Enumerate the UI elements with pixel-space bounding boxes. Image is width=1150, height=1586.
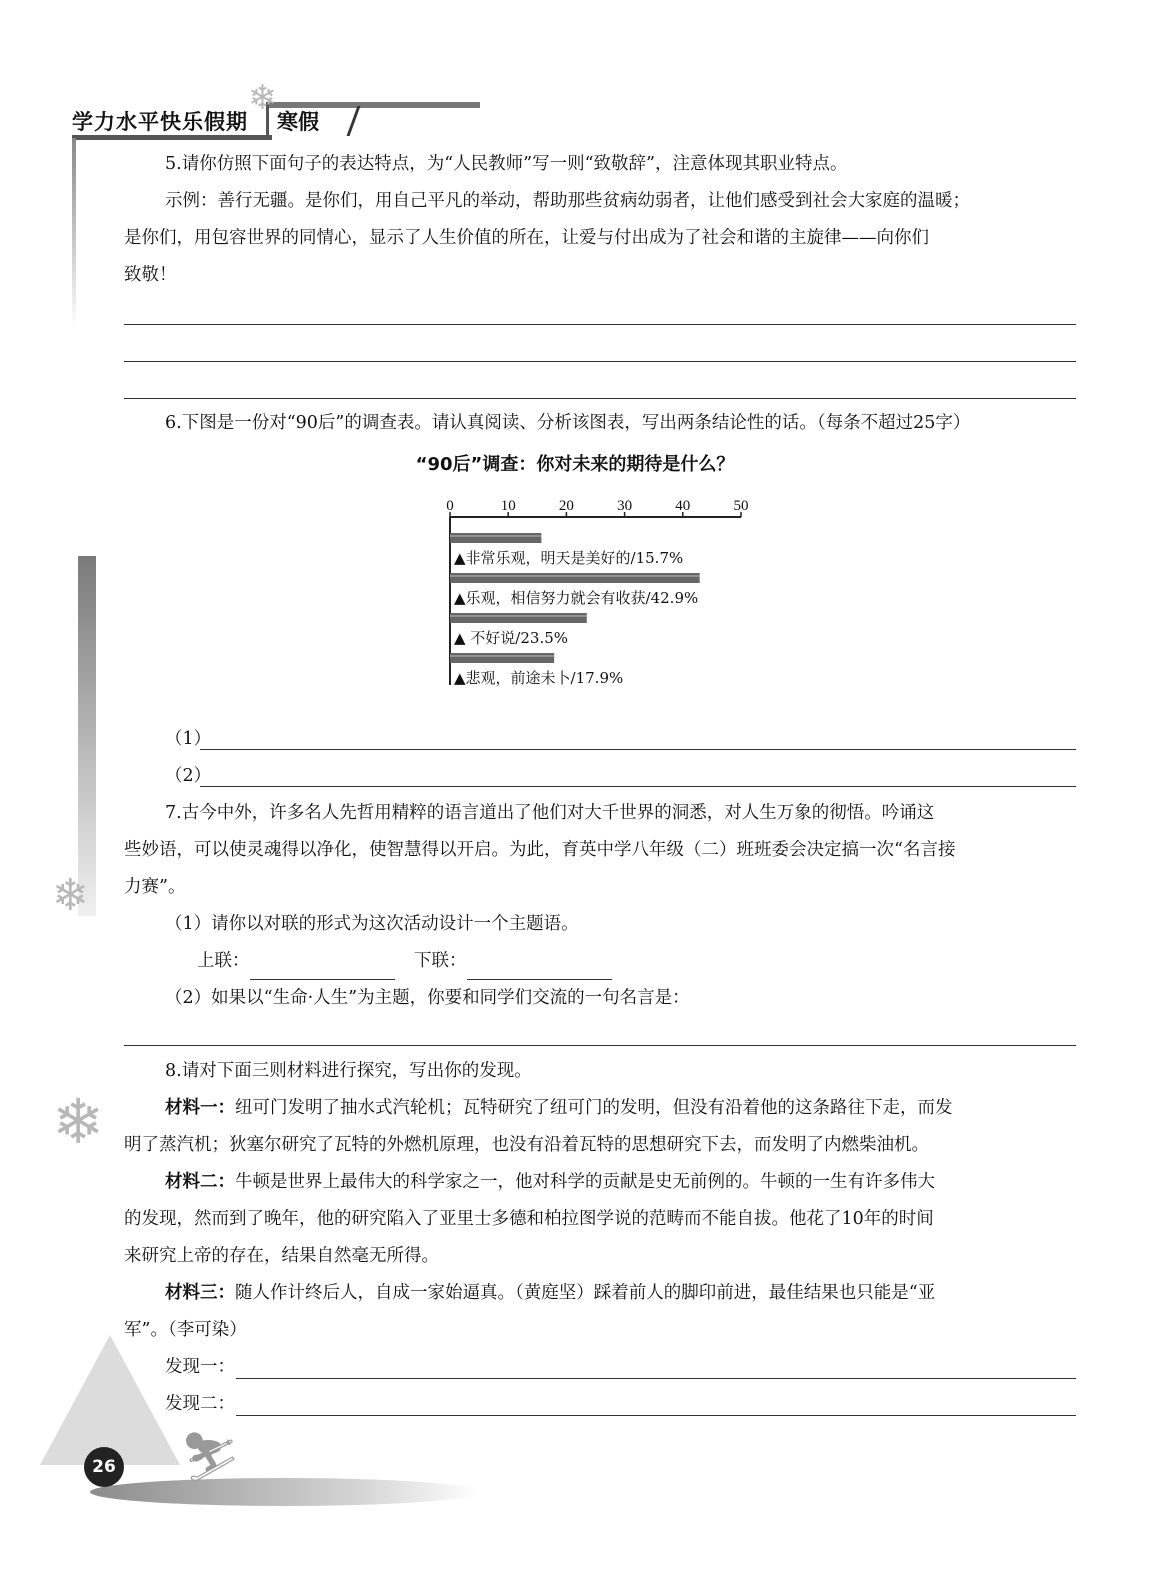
footer-ground-decoration [90,1478,480,1506]
material-2-label: 材料二： [165,1172,235,1192]
q5-example-line-2: 是你们，用包容世界的同情心，显示了人生价值的所在，让爱与付出成为了社会和谐的主旋律——向你们 [124,228,929,248]
x-tick-label-1: 10 [500,498,516,514]
q6-answer-line-2[interactable] [200,786,1076,787]
material-1-line-2: 明了蒸汽机；狄塞尔研究了瓦特的外燃机原理，也没有沿着瓦特的思想研究下去，而发明了内燃柴油机。 [124,1135,929,1155]
bar-3 [450,653,554,663]
q7-answer-line[interactable] [124,1045,1076,1046]
bar-label-2: ▲ 不好说/23.5% [454,629,569,647]
bar-0 [450,533,541,543]
material-2-line-2: 的发现，然而到了晚年，他的研究陷入了亚里士多德和柏拉图学说的范畴而不能自拔。他花了10年的时间 [124,1209,934,1229]
q7-prompt-line-3: 力赛”。 [124,877,186,897]
x-tick-label-2: 20 [558,498,574,514]
skater-illustration-icon: ⛷ [180,1429,241,1485]
bar-label-0: ▲非常乐观，明天是美好的/15.7% [454,549,684,567]
bar-1 [450,573,700,583]
material-3-line-2: 军”。（李可染） [124,1320,247,1340]
q7-sub2: （2）如果以“生命·人生”为主题，你要和同学们交流的一句名言是： [165,988,690,1008]
finding-1-label: 发现一： [165,1357,235,1377]
finding-2-line[interactable] [236,1415,1076,1416]
material-3-line-1 [165,1275,935,1312]
bar-label-1: ▲乐观，相信努力就会有收获/42.9% [454,589,699,607]
survey-bar-chart [430,495,770,695]
chart-title: “90后”调查：你对未来的期待是什么？ [415,454,735,475]
q5-prompt: 5.请你仿照下面句子的表达特点，为“人民教师”写一则“致敬辞”，注意体现其职业特点。 [165,154,848,174]
x-tick-label-3: 30 [617,498,633,514]
book-title: 学力水平快乐假期 [72,110,248,134]
material-1-text-1: 纽可门发明了抽水式汽轮机；瓦特研究了纽可门的发明，但没有沿着他的这条路往下走，而发 [235,1098,953,1118]
page-number: 26 [84,1447,124,1487]
upper-couplet-label: 上联： [197,951,250,971]
upper-couplet-blank[interactable] [250,957,395,980]
material-2-line-1 [165,1164,935,1201]
bar-label-3: ▲悲观，前途未卜/17.9% [454,669,624,687]
material-2-text-1: 牛顿是世界上最伟大的科学家之一，他对科学的贡献是史无前例的。牛顿的一生有许多伟大 [235,1172,935,1192]
x-tick-label-5: 50 [733,498,749,514]
lower-couplet-label: 下联： [414,951,467,971]
material-3-label: 材料三： [165,1283,235,1303]
header-slash [347,106,361,136]
q6-answer-line-1[interactable] [200,749,1076,750]
snowflake-icon: ❄ [248,78,277,118]
q8-prompt: 8.请对下面三则材料进行探究，写出你的发现。 [165,1061,532,1081]
tree-illustration [40,1335,180,1465]
lower-couplet [414,943,612,980]
material-1-line-1 [165,1090,953,1127]
q7-prompt-line-2: 些妙语，可以使灵魂得以净化，使智慧得以开启。为此，育英中学八年级（二）班班委会决定搞一次“名言接 [124,840,956,860]
q5-answer-line-1[interactable] [124,324,1076,325]
material-2-line-3: 来研究上帝的存在，结果自然毫无所得。 [124,1246,439,1266]
q7-sub1: （1）请你以对联的形式为这次活动设计一个主题语。 [165,914,579,934]
lower-couplet-blank[interactable] [467,957,612,980]
q5-example-line-3: 致敬！ [124,265,177,285]
q6-answer-label-2: （2） [165,766,212,786]
finding-2-label: 发现二： [165,1394,235,1414]
q5-answer-line-3[interactable] [124,398,1076,399]
snowflake-icon: ❄ [52,1085,104,1158]
q5-answer-line-2[interactable] [124,361,1076,362]
finding-1-line[interactable] [236,1378,1076,1379]
side-gradient-bar [78,556,96,916]
q5-example-line-1: 示例：善行无疆。是你们，用自己平凡的举动，帮助那些贫病幼弱者，让他们感受到社会大家庭的温暖； [165,191,970,211]
upper-couplet [197,943,395,980]
material-1-label: 材料一： [165,1098,235,1118]
x-tick-label-4: 40 [675,498,691,514]
snowflake-icon: ❄ [52,870,89,921]
q6-prompt: 6.下图是一份对“90后”的调查表。请认真阅读、分析该图表，写出两条结论性的话。（每条不超过25字） [165,413,971,433]
season-label: 寒假 [277,110,319,134]
material-3-text-1: 随人作计终后人，自成一家始逼真。（黄庭坚）踩着前人的脚印前进，最佳结果也只能是“亚 [235,1283,936,1303]
x-tick-label-0: 0 [446,498,454,514]
q6-answer-label-1: （1） [165,729,212,749]
side-decoration-line [72,138,76,328]
bar-2 [450,613,587,623]
q7-prompt-line-1: 7.古今中外，许多名人先哲用精粹的语言道出了他们对大千世界的洞悉，对人生万象的彻悟。吟诵这 [165,803,935,823]
